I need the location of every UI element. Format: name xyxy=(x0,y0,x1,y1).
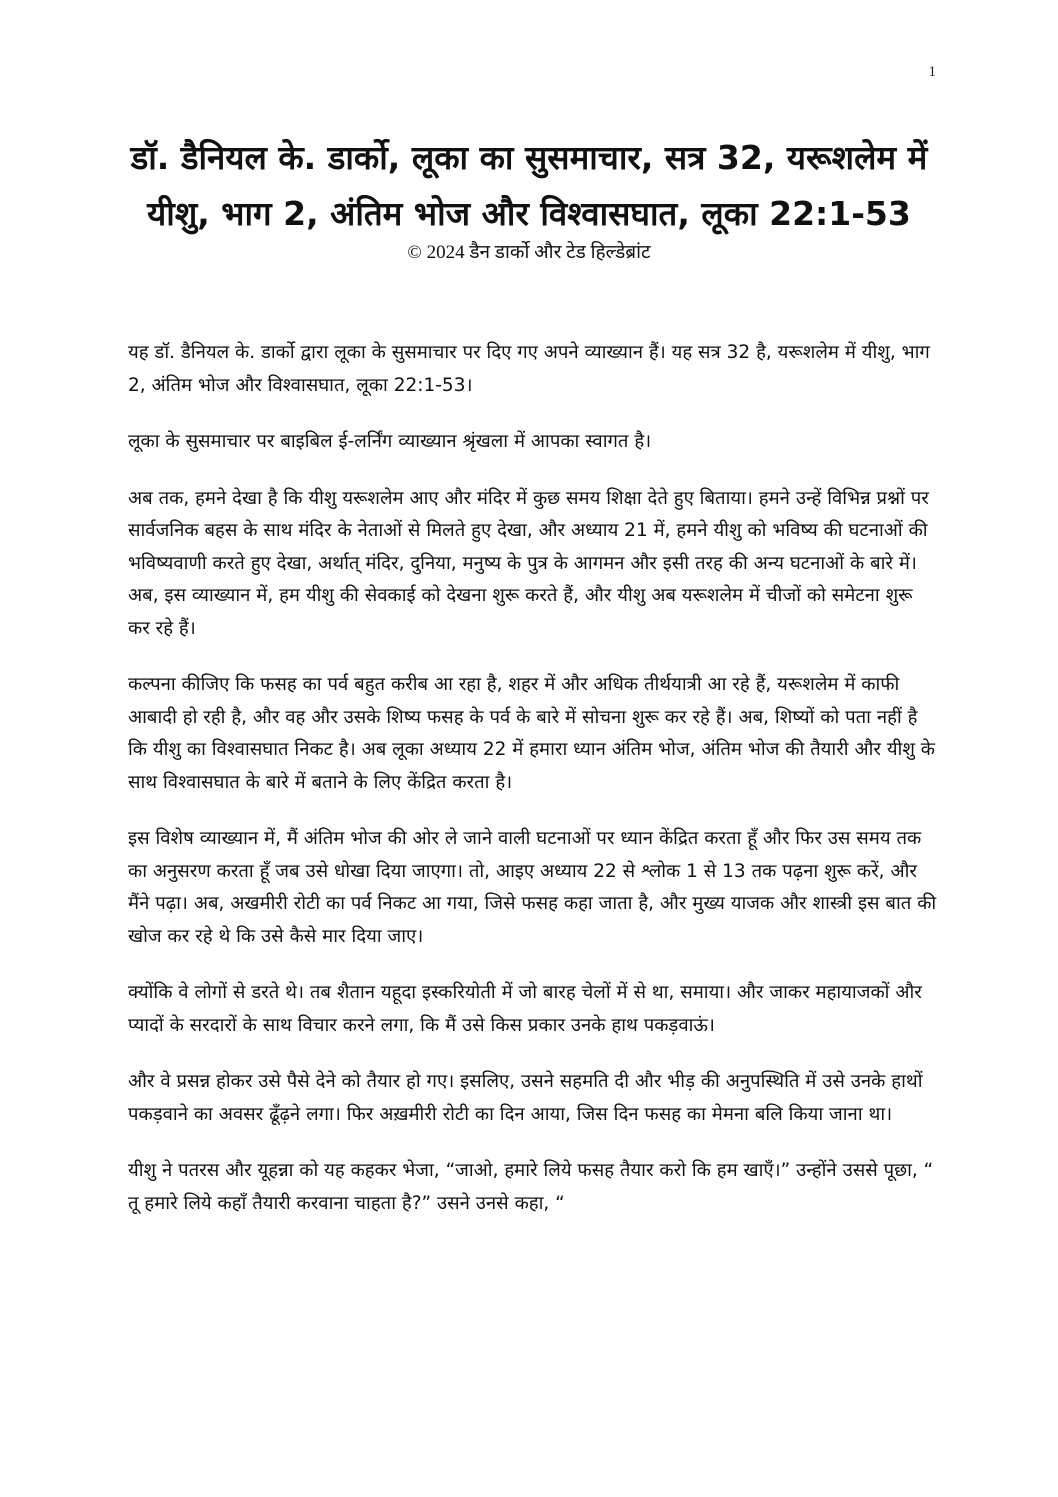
page-number: 1 xyxy=(928,64,936,80)
paragraph-1: यह डॉ. डैनियल के. डार्को द्वारा लूका के सुसमाचार पर दिए गए अपने व्याख्यान हैं। यह सत्र 32 है, यरूशलेम में यीशु, भाग 2, अंतिम भोज और विश्वासघात, लूका 22:1-53। xyxy=(128,342,930,396)
paragraph-8: यीशु ने पतरस और यूहन्ना को यह कहकर भेजा, “जाओ, हमारे लिये फसह तैयार करो कि हम खाएँ।” उन्होंने उससे पूछा, “ तू हमारे लिये कहाँ तैयारी करवाना चाहता है?” उसने उनसे कहा, “ xyxy=(128,1160,934,1214)
paragraph-6: क्योंकि वे लोगों से डरते थे। तब शैतान यहूदा इस्करियोती में जो बारह चेलों में से था, समाया। और जाकर महायाजकों और प्यादों के सरदारों के साथ विचार करने लगा, कि मैं उसे किस प्रकार उनके हाथ पकड़वाऊं। xyxy=(128,982,922,1036)
document-title: डॉ. डैनियल के. डार्को, लूका का सुसमाचार, सत्र 32, यरूशलेम में यीशु, भाग 2, अंतिम भोज और विश्वासघात, लूका 22:1-53 xyxy=(130,138,928,233)
paragraph-3: अब तक, हमने देखा है कि यीशु यरूशलेम आए और मंदिर में कुछ समय शिक्षा देते हुए बिताया। हमने उन्हें विभिन्न प्रश्नों पर सार्वजनिक बहस के साथ मंदिर के नेताओं से मिलते हुए देखा, और अध्याय 21 में, हमने यीशु को भविष्य की घटनाओं की भविष्यवाणी करते हुए देखा, अर्थात् मंदिर, दुनिया, मनुष्य के पुत्र के आगमन और इसी तरह की अन्य घटनाओं के बारे में। अब, इस व्याख्यान में, हम यीशु की सेवकाई को देखना शुरू करते हैं, और यीशु अब यरूशलेम में चीजों को समेटना शुरू कर रहे हैं। xyxy=(128,487,929,639)
title-block xyxy=(120,130,938,266)
copyright-line: © 2024 डैन डार्को और टेड हिल्डेब्रांट xyxy=(407,242,651,263)
paragraph-7: और वे प्रसन्न होकर उसे पैसे देने को तैयार हो गए। इसलिए, उसने सहमति दी और भीड़ की अनुपस्थिति में उसे उनके हाथों पकड़वाने का अवसर ढूँढ़ने लगा। फिर अख़मीरी रोटी का दिन आया, जिस दिन फसह का मेमना बलि किया जाना था। xyxy=(128,1071,923,1125)
document-body xyxy=(128,337,938,1244)
paragraph-2: लूका के सुसमाचार पर बाइबिल ई-लर्निंग व्याख्यान श्रृंखला में आपका स्वागत है। xyxy=(128,431,652,452)
paragraph-4: कल्पना कीजिए कि फसह का पर्व बहुत करीब आ रहा है, शहर में और अधिक तीर्थयात्री आ रहे हैं, यरूशलेम में काफी आबादी हो रही है, और वह और उसके शिष्य फसह के पर्व के बारे में सोचना शुरू कर रहे हैं। अब, शिष्यों को पता नहीं है कि यीशु का विश्वासघात निकट है। अब लूका अध्याय 22 में हमारा ध्यान अंतिम भोज, अंतिम भोज की तैयारी और यीशु के साथ विश्वासघात के बारे में बताने के लिए केंद्रित करता है। xyxy=(128,674,936,793)
paragraph-5: इस विशेष व्याख्यान में, मैं अंतिम भोज की ओर ले जाने वाली घटनाओं पर ध्यान केंद्रित करता हूँ और फिर उस समय तक का अनुसरण करता हूँ जब उसे धोखा दिया जाएगा। तो, आइए अध्याय 22 से श्लोक 1 से 13 तक पढ़ना शुरू करें, और मैंने पढ़ा। अब, अखमीरी रोटी का पर्व निकट आ गया, जिसे फसह कहा जाता है, और मुख्य याजक और शास्त्री इस बात की खोज कर रहे थे कि उसे कैसे मार दिया जाए। xyxy=(128,828,937,947)
